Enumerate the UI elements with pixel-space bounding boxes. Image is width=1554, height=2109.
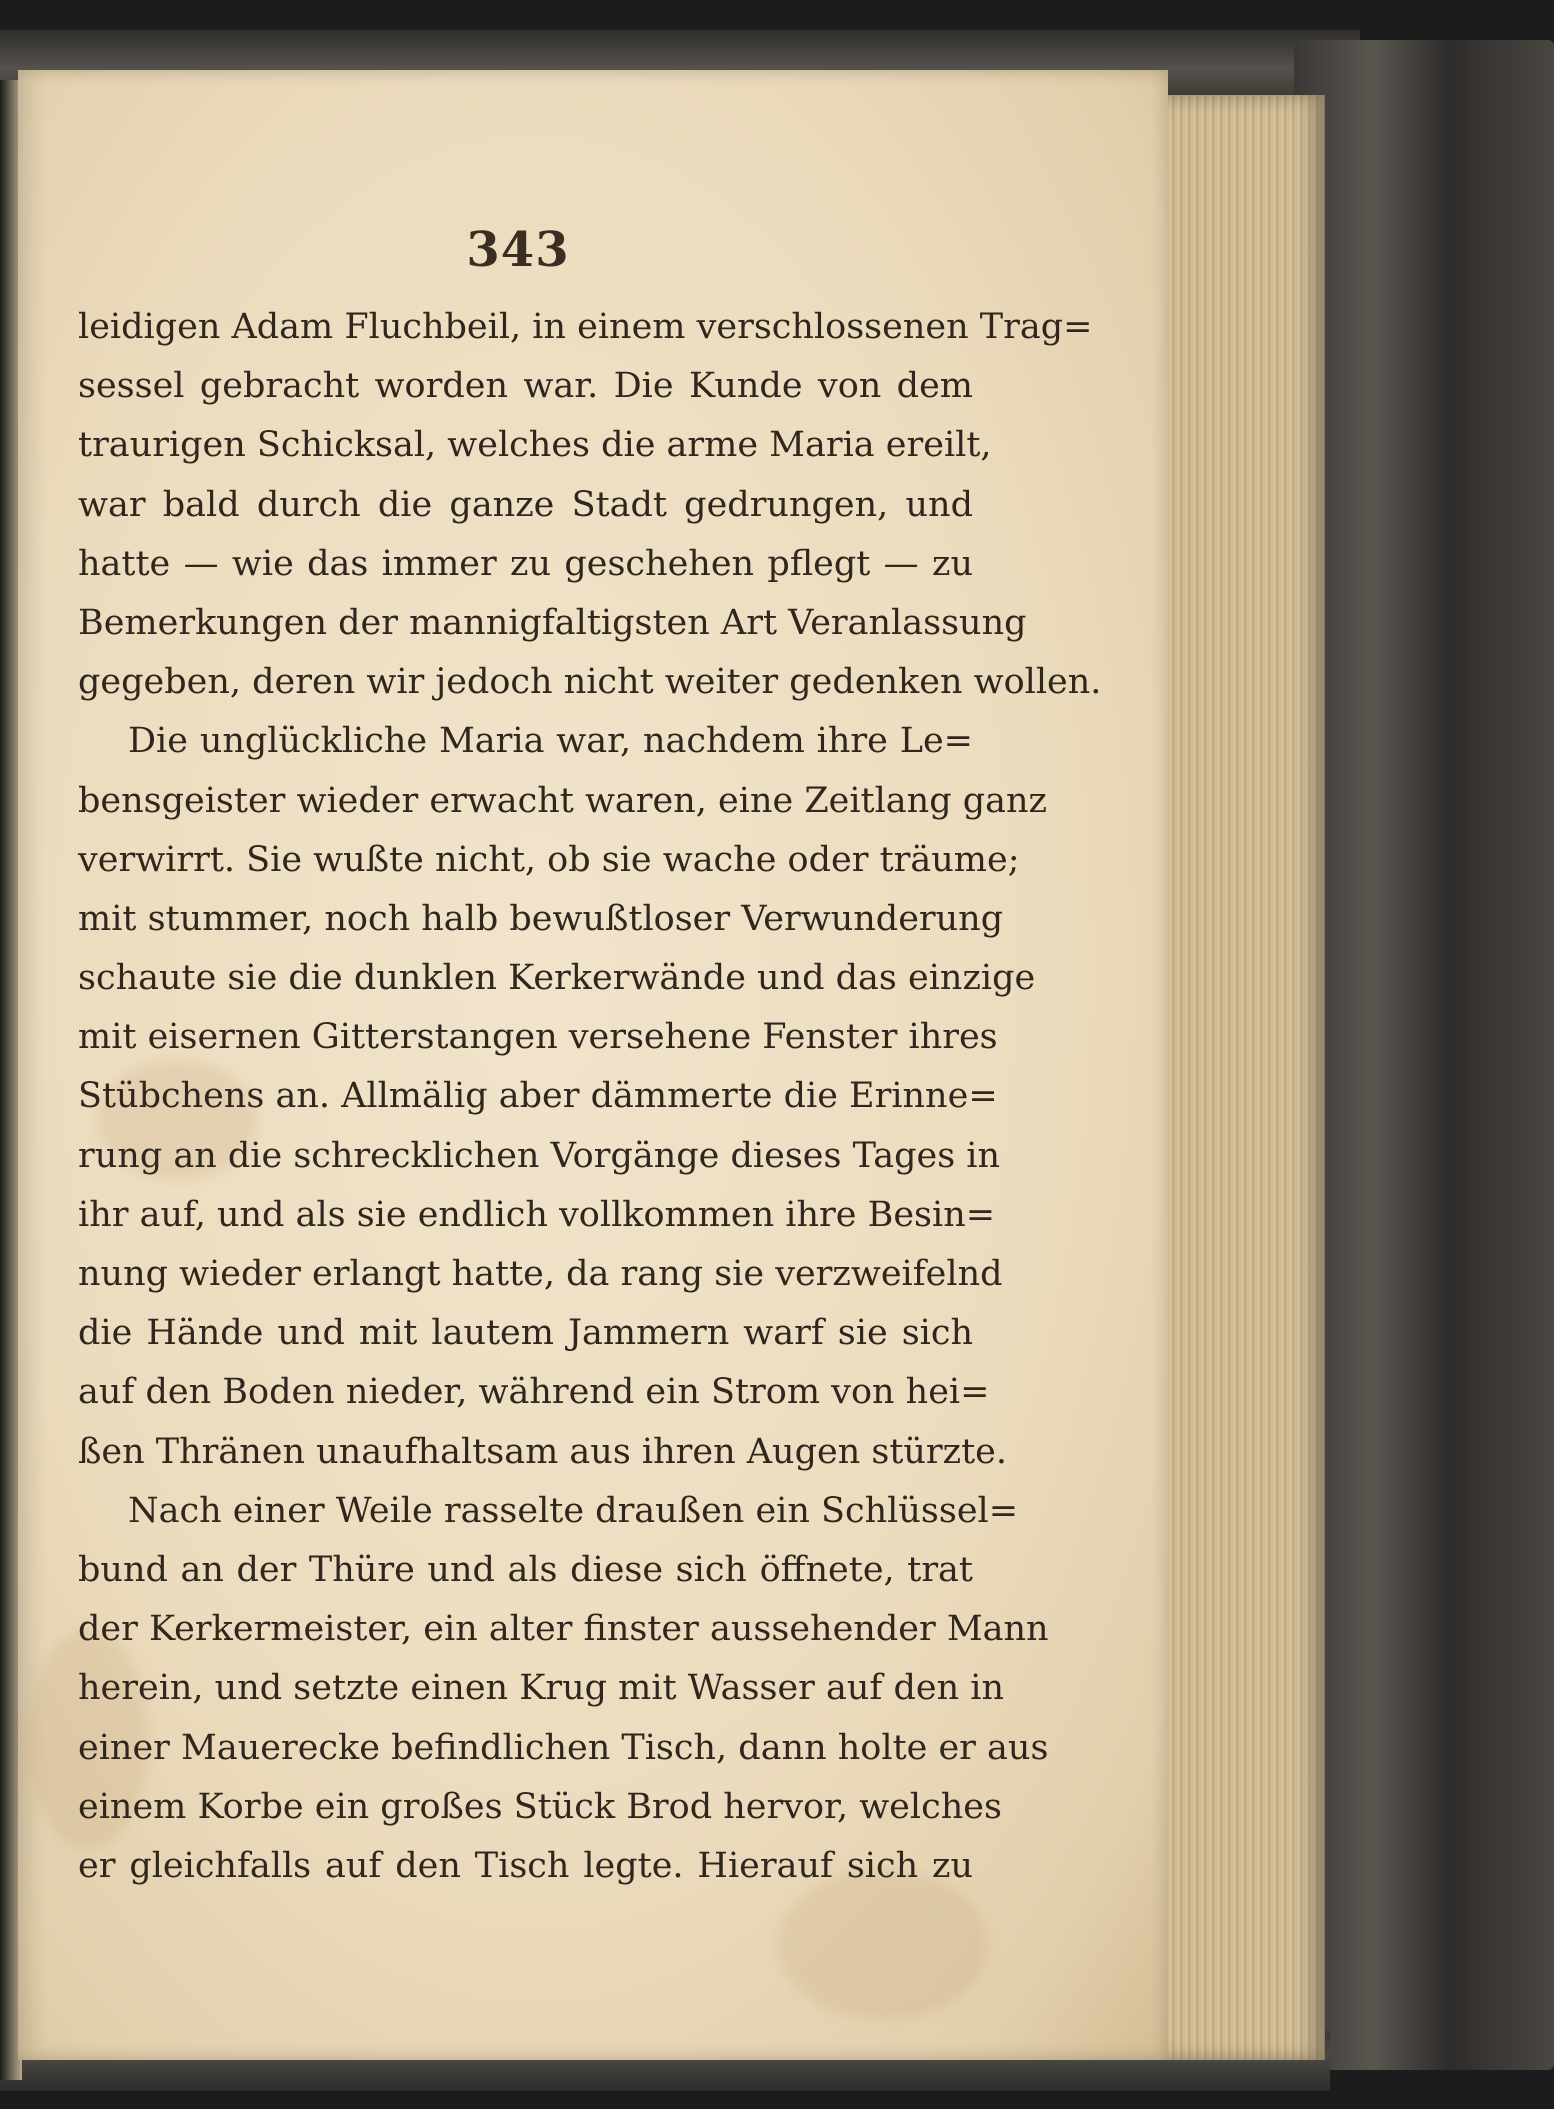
text-line: herein, und setzte einen Krug mit Wasser auf den in	[78, 1668, 1005, 1709]
text-line: schaute sie die dunklen Kerkerwände und das einzige	[78, 958, 1036, 999]
book-page	[18, 70, 1168, 2060]
text-line: ihr auf, und als sie endlich vollkommen ihre Besin=	[78, 1194, 996, 1235]
text-line: gegeben, deren wir jedoch nicht weiter gedenken wollen.	[78, 662, 1102, 703]
text-line: bensgeister wieder erwacht waren, eine Zeitlang ganz	[78, 780, 1047, 821]
text-line: auf den Boden nieder, während ein Strom von hei=	[78, 1372, 990, 1413]
text-line: der Kerkermeister, ein alter finster aussehender Mann	[78, 1609, 1049, 1650]
text-line: nung wieder erlangt hatte, da rang sie verzweifelnd	[78, 1254, 1003, 1294]
text-line: verwirrt. Sie wußte nicht, ob sie wache oder träume;	[78, 839, 1020, 880]
page-stack-edges	[1160, 95, 1325, 2060]
text-line: einem Korbe ein großes Stück Brod hervor, welches	[78, 1786, 1002, 1827]
text-line: mit stummer, noch halb bewußtloser Verwunderung	[78, 898, 1004, 939]
text-line: Die unglückliche Maria war, nachdem ihre Le=	[128, 721, 973, 762]
text-line: ßen Thränen unaufhaltsam aus ihren Augen stürzte.	[78, 1431, 1008, 1472]
text-line: traurigen Schicksal, welches die arme Maria ereilt,	[78, 425, 992, 466]
text-line: Nach einer Weile rasselte draußen ein Schlüssel=	[128, 1490, 1019, 1531]
text-line: mit eisernen Gitterstangen versehene Fenster ihres	[78, 1017, 998, 1058]
text-line: einer Mauerecke befindlichen Tisch, dann holte er aus	[78, 1727, 1049, 1768]
text-line: Stübchens an. Allmälig aber dämmerte die Erinne=	[78, 1076, 998, 1117]
text-line: bund an der Thüre und als diese sich öffnete, trat	[78, 1549, 973, 1590]
text-line: Bemerkungen der mannigfaltigsten Art Veranlassung	[78, 602, 1027, 643]
page-number: 343	[466, 222, 570, 278]
text-line: er gleichfalls auf den Tisch legte. Hierauf sich zu	[78, 1845, 973, 1886]
text-line: hatte — wie das immer zu geschehen pflegt — zu	[78, 543, 973, 584]
page-text	[78, 298, 1102, 1896]
text-line: leidigen Adam Fluchbeil, in einem verschlossenen Trag=	[78, 307, 1093, 347]
text-line: die Hände und mit lautem Jammern warf sie sich	[78, 1313, 973, 1354]
text-line: war bald durch die ganze Stadt gedrungen, und	[78, 484, 973, 525]
text-line: rung an die schrecklichen Vorgänge dieses Tages in	[78, 1135, 1001, 1176]
text-line: sessel gebracht worden war. Die Kunde von dem	[78, 366, 973, 407]
book-cover-right	[1294, 40, 1554, 2070]
